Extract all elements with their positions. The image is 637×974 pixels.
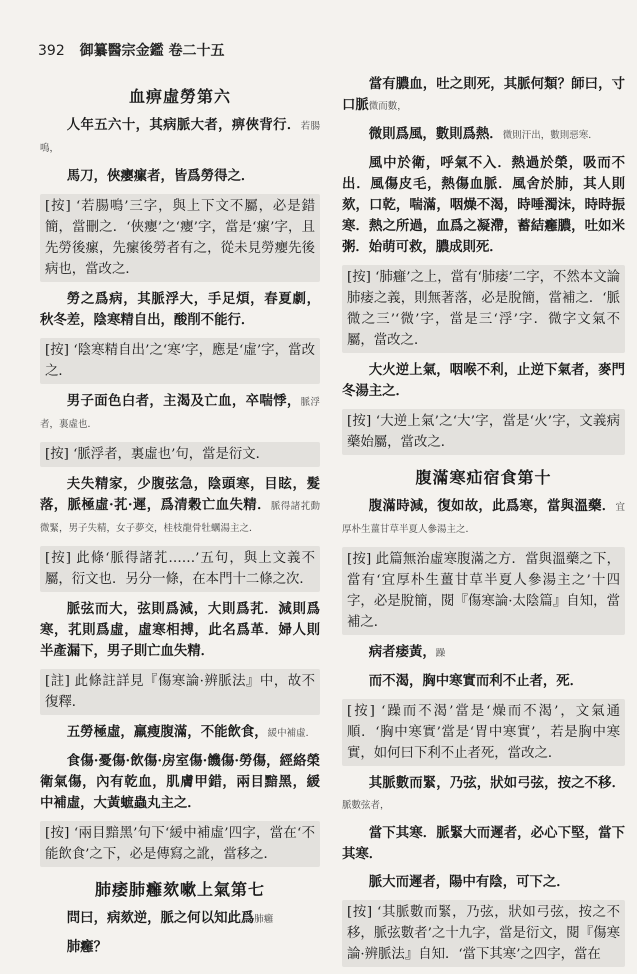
inline-annotation: 脈數弦者，: [342, 800, 390, 811]
paragraph-text: [註] 此條註詳見『傷寒論·辨脈法』中，故不復釋．: [45, 674, 315, 710]
text-paragraph: [342, 124, 625, 146]
commentary-paragraph: [40, 821, 320, 867]
section-heading: 肺痿肺癰欬嗽上氣第七: [94, 880, 265, 899]
commentary-paragraph: [40, 669, 320, 715]
text-paragraph: [342, 496, 625, 540]
inline-annotation: 若腸鳴，: [40, 121, 320, 154]
text-paragraph: [40, 937, 320, 958]
paragraph-text: [按] ‘陰寒精自出’之‘寒’字，應是‘虛’字，當改之．: [45, 343, 315, 379]
paragraph-text: 其脈數而緊，乃弦，狀如弓弦，按之不移．: [368, 775, 625, 791]
paragraph-text: 脈大而遲者，陽中有陰，可下之．: [368, 874, 570, 890]
paragraph-text: 病者痿黃，: [368, 644, 436, 660]
paragraph-text: 當有膿血，吐之則死，其脈何類？師曰，寸口脈: [342, 76, 625, 113]
paragraph-text: 脈弦而大，弦則爲減，大則爲芤．減則爲寒，芤則爲虛，虛寒相搏，此名爲革．婦人則半產漏下，男子則亡血失精．: [40, 601, 320, 659]
inline-annotation: 躁: [435, 648, 446, 659]
commentary-paragraph: [342, 900, 625, 967]
text-paragraph: [40, 289, 320, 331]
text-paragraph: [342, 773, 625, 816]
page-number: 392: [38, 43, 65, 59]
paragraph-text: 問曰，病欬逆，脈之何以知此爲: [66, 910, 255, 926]
text-paragraph: [40, 751, 320, 814]
paragraph-text: 微則爲風，數則爲熱．: [368, 126, 503, 142]
page-header: [38, 40, 598, 60]
paragraph-text: 腹滿時減，復如故，此爲寒，當與溫藥．: [368, 498, 616, 514]
text-paragraph: [342, 74, 625, 117]
commentary-paragraph: [40, 194, 320, 282]
inline-annotation: 微而數，: [368, 101, 407, 112]
section-heading: 血痹虛勞第六: [128, 87, 231, 106]
paragraph-text: [按] ‘脈浮者，裏虛也’句，當是衍文．: [45, 447, 270, 462]
commentary-paragraph: [342, 409, 625, 455]
inline-annotation: 脈浮者，裏虛也．: [40, 397, 320, 430]
inline-annotation: 宜厚朴生薑甘草半夏人參湯主之．: [342, 502, 625, 535]
paragraph-text: 食傷·憂傷·飲傷·房室傷·饑傷·勞傷，經絡榮衛氣傷，內有乾血，肌膚甲錯，兩目黯黑，緩中補虛，大黃蟅蟲丸主之．: [40, 753, 320, 811]
paragraph-text: 馬刀，俠癭瘰者，皆爲勞得之．: [66, 168, 255, 184]
paragraph-text: 風中於衛，呼氣不入．熱過於榮，吸而不出．風傷皮毛，熱傷血脈．風舍於肺，其人則欬，口乾，喘滿，咽燥不渴，時唾濁沫，時時振寒．熱之所過，血爲之凝滯，蓄結癰膿，吐如米粥．始萌可救，膿成則死．: [342, 155, 625, 255]
inline-annotation: 微則汗出，數則惡寒．: [502, 130, 598, 141]
commentary-paragraph: [342, 699, 625, 766]
text-paragraph: [40, 166, 320, 187]
paragraph-text: [按] ‘若腸鳴’三字，與上下文不屬，必是錯簡，當刪之．‘俠癭’之‘癭’字，當是‘瘰’字，且先勞後瘰，先瘰後勞者有之，從未見勞癭先後病也，當改之．: [45, 199, 315, 277]
paragraph-text: [按] ‘兩目黯黑’句下‘緩中補虛’四字，當在‘不能飲食’之下，必是傳寫之訛，當移之．: [45, 826, 315, 862]
text-paragraph: [40, 115, 320, 159]
paragraph-text: [按] ‘大逆上氣’之‘大’字，當是‘火’字，文義病藥始屬，當改之．: [347, 414, 620, 450]
inline-annotation: 脈得諸芤動微緊，男子失精，女子夢交，桂枝龍骨牡蠣湯主之．: [40, 501, 320, 534]
paragraph-text: [按] 此篇無治虛寒腹滿之方．當與溫藥之下，當有‘宜厚朴生薑甘草半夏人參湯主之’十四字，必是脫簡，閱『傷寒論·太陰篇』自知，當補之．: [347, 552, 620, 630]
text-paragraph: [40, 599, 320, 662]
commentary-paragraph: [40, 546, 320, 592]
text-paragraph: [342, 642, 625, 664]
right-column: [342, 74, 625, 974]
text-paragraph: [342, 153, 625, 258]
left-column: [40, 74, 320, 965]
commentary-paragraph: [342, 265, 625, 353]
paragraph-text: 肺癰？: [66, 939, 107, 955]
text-paragraph: [40, 391, 320, 435]
paragraph-text: 人年五六十，其病脈大者，痹俠背行．: [66, 117, 301, 133]
paragraph-text: [按] 此條‘脈得諸芤……’五句，與上文義不屬，衍文也．另分一條，在本門十二條之次．: [45, 551, 315, 587]
section-heading: 腹滿寒疝宿食第十: [415, 468, 552, 487]
text-paragraph: [40, 722, 320, 744]
paragraph-text: [按] ‘躁而不渴’當是‘燥而不渴’，文氣通順．‘胸中寒實’當是‘胃中寒實’，若是胸中寒實，如何曰下利不止者死，當改之．: [347, 704, 620, 761]
paragraph-text: 男子面色白者，主渴及亡血，卒喘悸，: [66, 393, 301, 409]
paragraph-text: 五勞極虛，羸瘦腹滿，不能飲食，: [66, 724, 268, 740]
paragraph-text: 當下其寒．脈緊大而遲者，必心下堅，當下其寒．: [342, 825, 625, 862]
inline-annotation: 緩中補虛．: [267, 728, 316, 739]
text-paragraph: [342, 671, 625, 692]
paragraph-text: [按] ‘其脈數而緊，乃弦，狀如弓弦，按之不移，脈弦數者’之十九字，當是衍文，閱『傷寒論·辨脈法』自知．‘當下其寒’之四字，當在: [347, 905, 620, 962]
text-paragraph: [40, 474, 320, 539]
paragraph-text: 夫失精家，少腹弦急，陰頭寒，目眩，髮落，脈極虛·芤·遲，爲清穀亡血失精．: [40, 476, 320, 513]
commentary-paragraph: [40, 338, 320, 384]
paragraph-text: 而不渴，胸中寒實而利不止者，死．: [368, 673, 584, 689]
paragraph-text: 勞之爲病，其脈浮大，手足煩，春夏劇，秋冬差，陰寒精自出，酸削不能行．: [40, 291, 320, 328]
text-paragraph: [40, 908, 320, 930]
text-paragraph: [342, 360, 625, 402]
paragraph-text: 大火逆上氣，咽喉不利，止逆下氣者，麥門冬湯主之．: [342, 362, 625, 399]
inline-annotation: 肺癰: [254, 914, 274, 925]
paragraph-text: [按] ‘肺癰’之上，當有‘肺痿’二字，不然本文論肺痿之義，則無著落，必是脫簡，當補之．‘脈微之三’‘微’字，當是三‘浮’字．微字文氣不屬，當改之．: [347, 270, 620, 348]
text-paragraph: [342, 872, 625, 893]
text-paragraph: [342, 823, 625, 865]
book-title: 御纂醫宗金鑑 卷二十五: [79, 43, 225, 59]
commentary-paragraph: [40, 442, 320, 467]
commentary-paragraph: [342, 547, 625, 635]
